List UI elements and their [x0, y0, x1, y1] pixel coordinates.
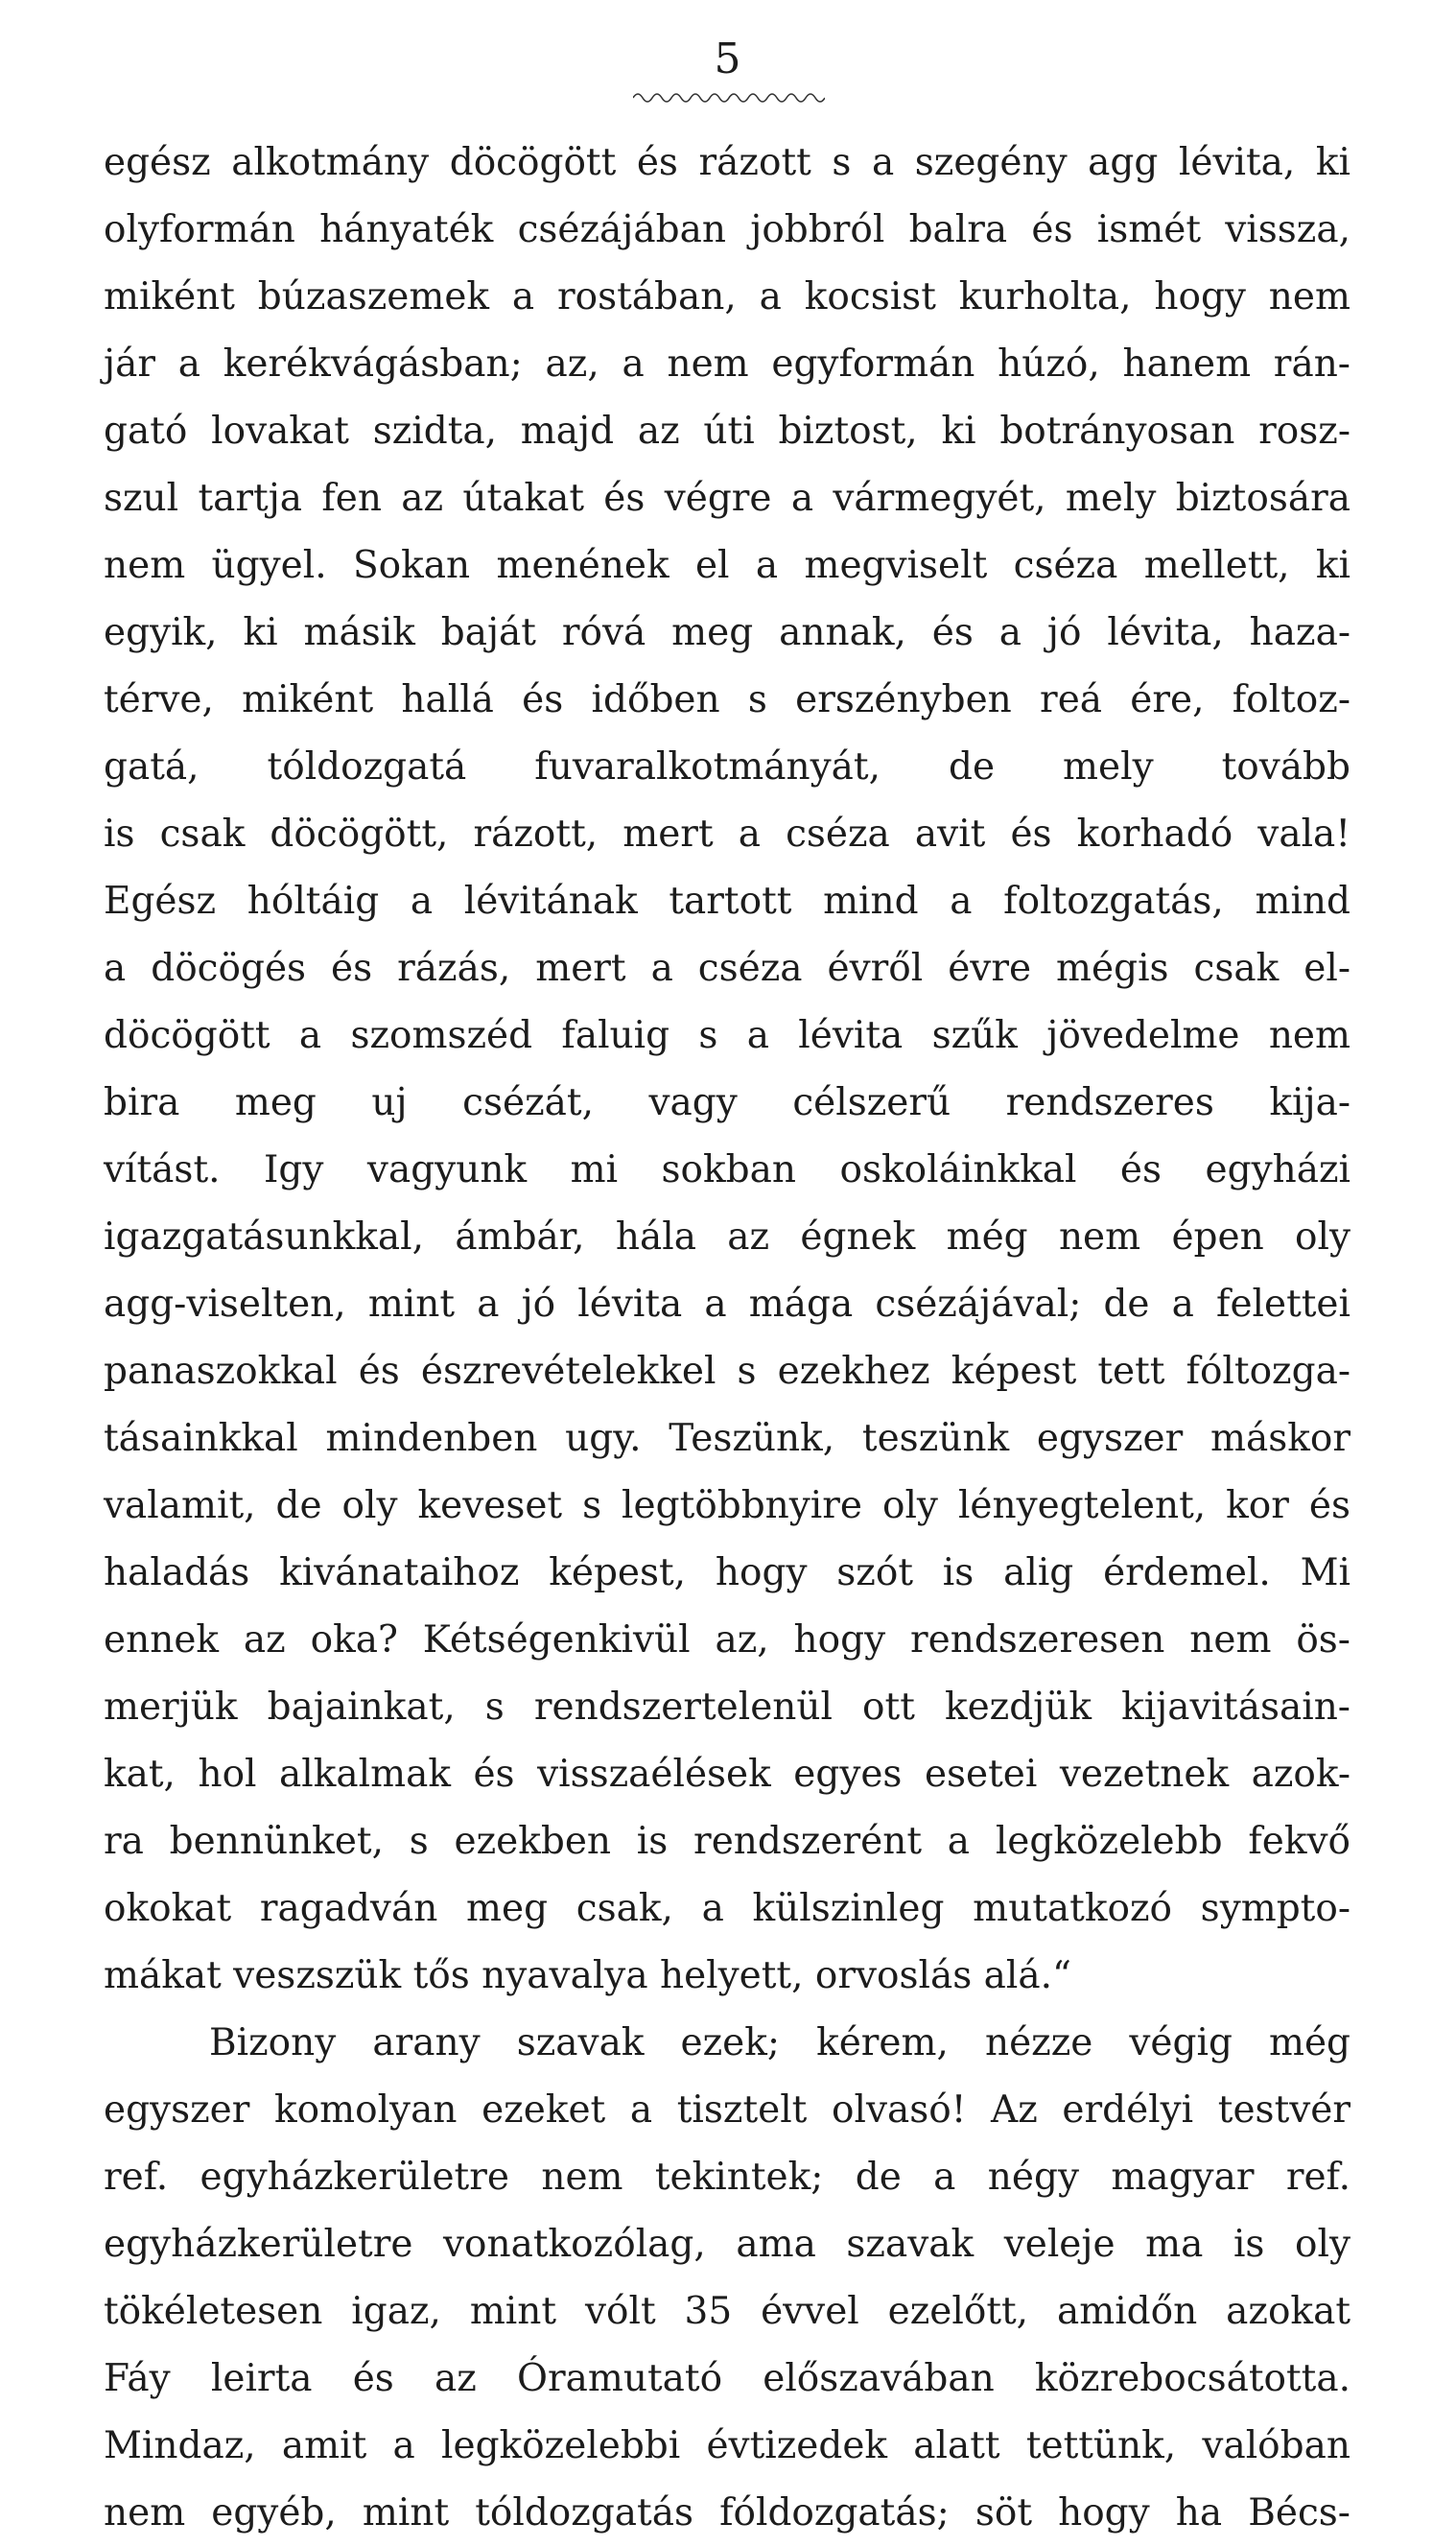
text-line: olyformán hányaték csézájában jobbról balra és ismét vissza,	[104, 208, 1350, 251]
text-line: ra bennünket, s ezekben is rendszerént a legközelebb fekvő	[104, 1820, 1350, 1863]
text-line: tásainkkal mindenben ugy. Teszünk, teszünk egyszer máskor	[104, 1417, 1350, 1460]
text-line: is csak döcögött, rázott, mert a cséza avit és korhadó vala!	[104, 813, 1350, 856]
text-line: döcögött a szomszéd faluig s a lévita szűk jövedelme nem	[104, 1014, 1350, 1057]
text-line: vítást. Igy vagyunk mi sokban oskoláinkkal és egyházi	[104, 1148, 1350, 1191]
text-line: ennek az oka? Kétségenkivül az, hogy rendszeresen nem ös-	[104, 1618, 1350, 1662]
paragraph-first-line: Bizony arany szavak ezek; kérem, nézze végig még	[209, 2021, 1350, 2064]
page-number: 5	[714, 35, 742, 83]
text-line: nem ügyel. Sokan menének el a megviselt cséza mellett, ki	[104, 544, 1350, 587]
text-line: bira meg uj csézát, vagy célszerű rendszeres kija-	[104, 1081, 1350, 1124]
text-line: miként búzaszemek a rostában, a kocsist kurholta, hogy nem	[104, 275, 1350, 318]
text-line: Egész hóltáig a lévitának tartott mind a foltozgatás, mind	[104, 880, 1350, 923]
text-line: kat, hol alkalmak és visszaélések egyes esetei vezetnek azok-	[104, 1753, 1350, 1796]
text-line: térve, miként hallá és időben s erszényben reá ére, foltoz-	[104, 678, 1350, 721]
text-line: egyik, ki másik baját róvá meg annak, és a jó lévita, haza-	[104, 611, 1350, 654]
body-text	[104, 130, 1350, 2547]
text-line: tökéletesen igaz, mint vólt 35 évvel ezelőtt, amidőn azokat	[104, 2290, 1350, 2333]
text-line: egyszer komolyan ezeket a tisztelt olvasó! Az erdélyi testvér	[104, 2088, 1350, 2132]
text-line: egyházkerületre vonatkozólag, ama szavak veleje ma is oly	[104, 2223, 1350, 2266]
text-line: panaszokkal és észrevételekkel s ezekhez képest tett fóltozga-	[104, 1350, 1350, 1393]
text-line: a döcögés és rázás, mert a cséza évről évre mégis csak el-	[104, 947, 1350, 990]
text-line: jár a kerékvágásban; az, a nem egyformán húzó, hanem rán-	[104, 342, 1350, 386]
text-line: szul tartja fen az útakat és végre a vármegyét, mely biztosára	[104, 477, 1350, 520]
text-line: gatá, tóldozgatá fuvaralkotmányát, de mely tovább	[104, 745, 1350, 789]
text-line: merjük bajainkat, s rendszertelenül ott kezdjük kijavitásain-	[104, 1686, 1350, 1729]
text-line: Mindaz, amit a legközelebbi évtizedek alatt tettünk, valóban	[104, 2424, 1350, 2467]
text-line: haladás kivánataihoz képest, hogy szót is alig érdemel. Mi	[104, 1551, 1350, 1594]
text-line: gató lovakat szidta, majd az úti biztost, ki botrányosan rosz-	[104, 410, 1350, 453]
text-line: valamit, de oly keveset s legtöbbnyire oly lényegtelent, kor és	[104, 1484, 1350, 1527]
text-line: ref. egyházkerületre nem tekintek; de a négy magyar ref.	[104, 2156, 1350, 2199]
text-line: nem egyéb, mint tóldozgatás fóldozgatás; söt hogy ha Bécs-	[104, 2491, 1350, 2535]
wavy-rule-ornament	[633, 88, 825, 107]
paragraph-end-line: mákat veszszük tős nyavalya helyett, orvoslás alá.“	[104, 1954, 1071, 1997]
text-line: egész alkotmány döcögött és rázott s a szegény agg lévita, ki	[104, 141, 1350, 184]
text-line: igazgatásunkkal, ámbár, hála az égnek még nem épen oly	[104, 1215, 1350, 1259]
text-line: okokat ragadván meg csak, a külszinleg mutatkozó sympto-	[104, 1887, 1350, 1930]
text-line: agg-viselten, mint a jó lévita a mága csézájával; de a felettei	[104, 1283, 1350, 1326]
text-line: Fáy leirta és az Óramutató előszavában közrebocsátotta.	[104, 2357, 1350, 2400]
